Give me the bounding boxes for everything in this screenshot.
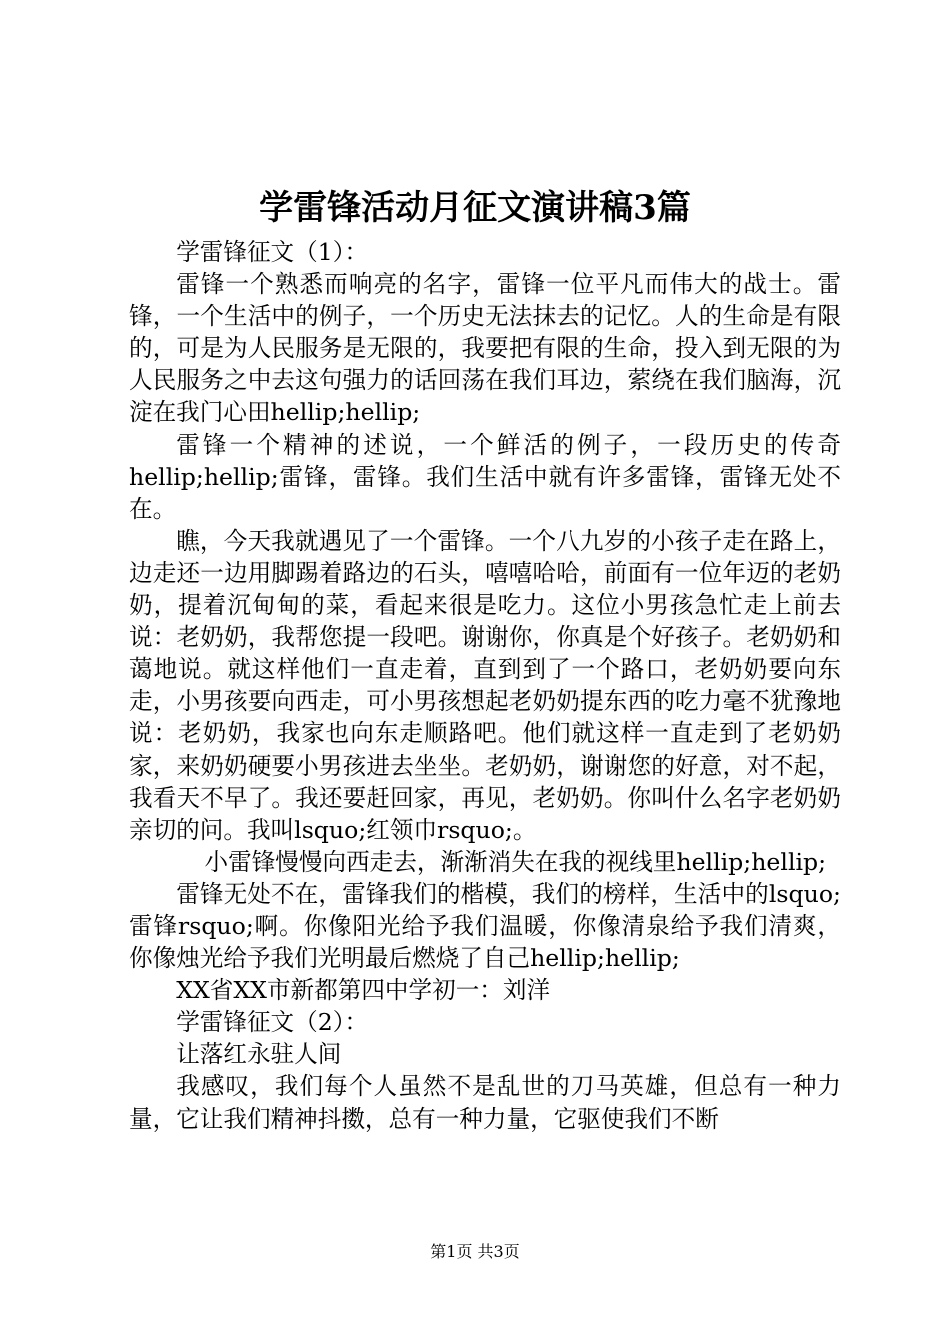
document-title: 学雷锋活动月征文演讲稿3篇	[259, 188, 691, 228]
paragraph: 我感叹，我们每个人虽然不是乱世的刀马英雄，但总有一种力量，它让我们精神抖擞，总有一种力量，它驱使我们不断	[129, 1072, 841, 1133]
paragraph: 小雷锋慢慢向西走去，渐渐消失在我的视线里hellip;hellip;	[204, 847, 827, 876]
paragraph: 雷锋一个精神的述说，一个鲜活的例子，一段历史的传奇hellip;hellip;雷锋，雷锋。我们生活中就有许多雷锋，雷锋无处不在。	[129, 430, 841, 523]
page-footer: 第1页 共3页	[430, 1242, 520, 1261]
paragraph: 让落红永驻人间	[176, 1040, 342, 1069]
document-body	[129, 236, 841, 1135]
paragraph: 瞧，今天我就遇见了一个雷锋。一个八九岁的小孩子走在路上，边走还一边用脚踢着路边的石头，嘻嘻哈哈，前面有一位年迈的老奶奶，提着沉甸甸的菜，看起来很是吃力。这位小男孩急忙走上前去说：老奶奶，我帮您提一段吧。谢谢你，你真是个好孩子。老奶奶和蔼地说。就这样他们一直走着，直到到了一个路口，老奶奶要向东走，小男孩要向西走，可小男孩想起老奶奶提东西的吃力毫不犹豫地说：老奶奶，我家也向东走顺路吧。他们就这样一直走到了老奶奶家，来奶奶硬要小男孩进去坐坐。老奶奶，谢谢您的好意，对不起，我看天不早了。我还要赶回家，再见，老奶奶。你叫什么名字老奶奶亲切的问。我叫lsquo;红领巾rsquo;。	[129, 526, 841, 844]
paragraph: 雷锋一个熟悉而响亮的名字，雷锋一位平凡而伟大的战士。雷锋，一个生活中的例子，一个历史无法抹去的记忆。人的生命是有限的，可是为人民服务是无限的，我要把有限的生命，投入到无限的为人民服务之中去这句强力的话回荡在我们耳边，萦绕在我们脑海，沉淀在我门心田hellip;hellip;	[129, 270, 841, 427]
paragraph: XX省XX市新都第四中学初一：刘洋	[176, 976, 551, 1005]
paragraph: 学雷锋征文（1）：	[176, 238, 369, 266]
paragraph: 雷锋无处不在，雷锋我们的楷模，我们的榜样，生活中的lsquo;雷锋rsquo;啊。你像阳光给予我们温暖，你像清泉给予我们清爽，你像烛光给予我们光明最后燃烧了自己hellip;hellip;	[129, 879, 841, 973]
paragraph: 学雷锋征文（2）：	[176, 1008, 369, 1037]
